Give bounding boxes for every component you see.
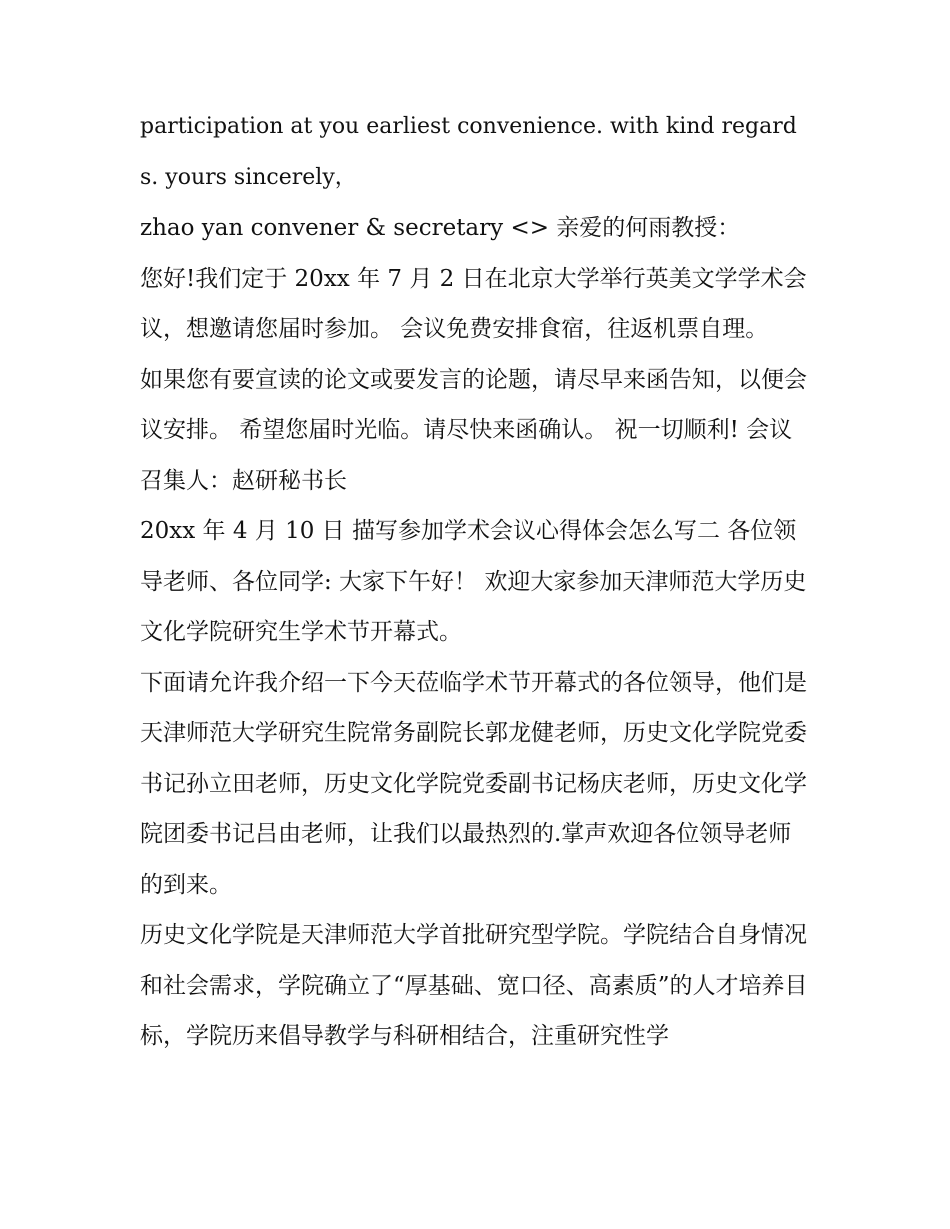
paragraph-request: 如果您有要宣读的论文或要发言的论题，请尽早来函告知，以便会议安排。 希望您届时光临。请尽快来函确认。 祝一切顺利! 会议召集人：赵研秘书长 [140,366,807,494]
paragraph-signature-greeting: zhao yan convener & secretary <> 亲爱的何雨教授： [140,215,741,241]
document-body [140,102,812,1062]
paragraph-invitation: 您好!我们定于 20xx 年 7 月 2 日在北京大学举行英美文学学术会议，想邀请您届时参加。 会议免费安排食宿，往返机票自理。 [140,265,807,342]
paragraph-introduction: 下面请允许我介绍一下今天莅临学术节开幕式的各位领导，他们是天津师范大学研究生院常务副院长郭龙健老师，历史文化学院党委书记孙立田老师，历史文化学院党委副书记杨庆老师，历史文化学院团委书记吕由老师，让我们以最热烈的.掌声欢迎各位领导老师的到来。 [140,669,807,898]
paragraph-opening-speech: 20xx 年 4 月 10 日 描写参加学术会议心得体会怎么写二 各位领导老师、各位同学: 大家下午好！ 欢迎大家参加天津师范大学历史文化学院研究生学术节开幕式。 [140,518,807,645]
paragraph-college-intro: 历史文化学院是天津师范大学首批研究型学院。学院结合自身情况和社会需求，学院确立了“厚基础、宽口径、高素质”的人才培养目标，学院历来倡导教学与科研相结合，注重研究性学 [140,922,808,1049]
paragraph-closing-english: participation at you earliest convenience. with kind regards. yours sincerely， [140,114,797,190]
